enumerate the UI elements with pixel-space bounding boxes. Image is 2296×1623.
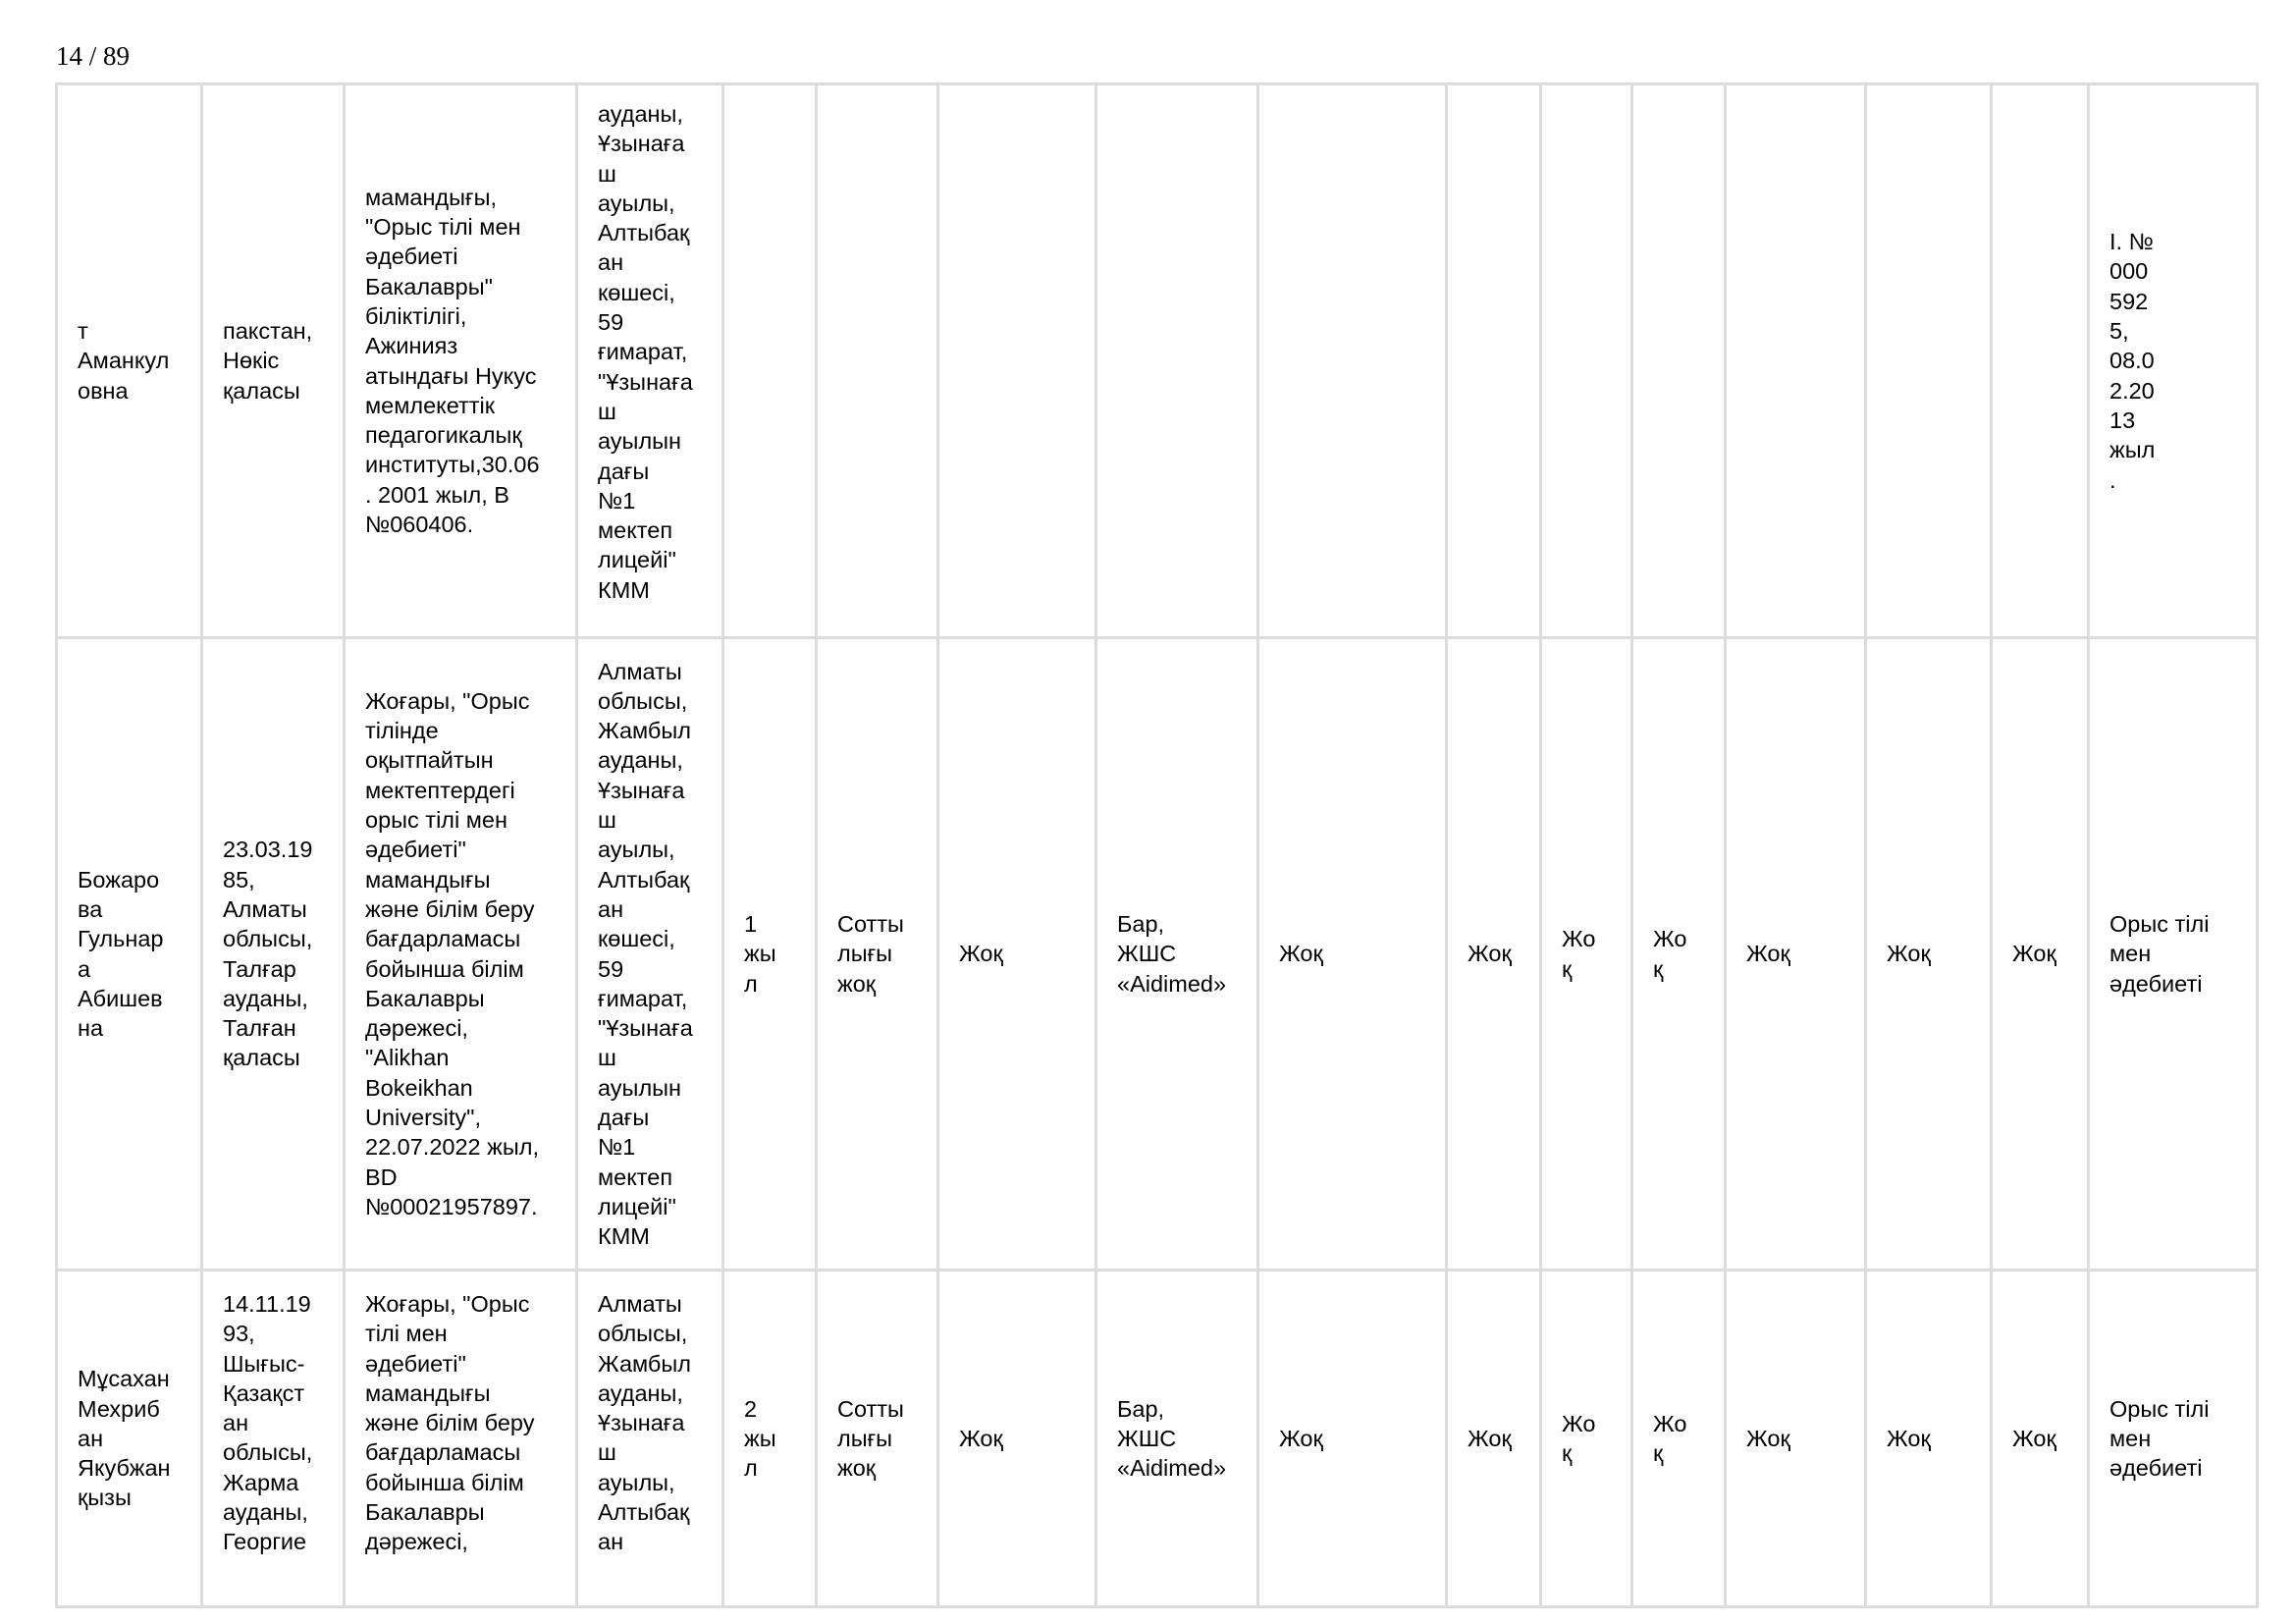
table-cell bbox=[724, 85, 818, 639]
table-row bbox=[58, 639, 2259, 1271]
table-cell: Жоқ bbox=[1993, 1271, 2090, 1608]
table-cell: Жоғары, "Орыс тілінде оқытпайтын мектептердегі орыс тілі мен әдебиеті" мамандығы және білім беру бағдарламасы бойынша білім Бакалавры дәрежесі, "Alikhan Bokeikhan University", 22.07.2022 жыл, BD №00021957897. bbox=[346, 639, 578, 1271]
table-cell: 14.11.19 93, Шығыс- Қазақст ан облысы, Жарма ауданы, Георгие bbox=[203, 1271, 346, 1608]
table-cell: Жоқ bbox=[939, 1271, 1097, 1608]
table-cell: Жоқ bbox=[1448, 639, 1542, 1271]
table-cell bbox=[1542, 85, 1633, 639]
table-cell: Жоқ bbox=[1993, 639, 2090, 1271]
table-cell: пакстан, Нөкіс қаласы bbox=[203, 85, 346, 639]
table-cell: 1 жы л bbox=[724, 639, 818, 1271]
table-cell: 2 жы л bbox=[724, 1271, 818, 1608]
table-cell: Мұсахан Мехриб ан Якубжан қызы bbox=[58, 1271, 203, 1608]
table-cell: Бар, ЖШС «Aidimed» bbox=[1097, 639, 1259, 1271]
table-cell bbox=[1448, 85, 1542, 639]
table-row bbox=[58, 1271, 2259, 1608]
table-cell: Жоқ bbox=[1727, 639, 1867, 1271]
table-cell bbox=[1993, 85, 2090, 639]
table-cell: мамандығы, "Орыс тілі мен әдебиеті Бакалавры" біліктілігі, Ажинияз атындағы Нукус мемлекеттік педагогикалық институты,30.06 . 2001 жыл, В №060406. bbox=[346, 85, 578, 639]
table-cell: Орыс тілі мен әдебиеті bbox=[2090, 639, 2259, 1271]
table-cell: Бар, ЖШС «Aidimed» bbox=[1097, 1271, 1259, 1608]
table-cell bbox=[1097, 85, 1259, 639]
table-cell: Орыс тілі мен әдебиеті bbox=[2090, 1271, 2259, 1608]
data-table bbox=[55, 82, 2259, 1608]
table-cell: Жоқ bbox=[1259, 639, 1448, 1271]
table-cell: ауданы, Ұзынаға ш ауылы, Алтыбақ ан көшесі, 59 ғимарат, "Ұзынаға ш ауылын дағы №1 мектеп лицейі" КММ bbox=[578, 85, 724, 639]
table-cell bbox=[818, 85, 939, 639]
table-row bbox=[58, 85, 2259, 639]
table-cell: 23.03.19 85, Алматы облысы, Талғар ауданы, Талған қаласы bbox=[203, 639, 346, 1271]
table-cell: Жоқ bbox=[1867, 1271, 1993, 1608]
table-cell bbox=[939, 85, 1097, 639]
table-cell: Жоқ bbox=[1727, 1271, 1867, 1608]
table-cell bbox=[1259, 85, 1448, 639]
table-cell: Жоқ bbox=[1259, 1271, 1448, 1608]
table-cell: Жоғары, "Орыс тілі мен әдебиеті" мамандығы және білім беру бағдарламасы бойынша білім Бакалавры дәрежесі, bbox=[346, 1271, 578, 1608]
table-cell: Жоқ bbox=[939, 639, 1097, 1271]
table-cell: Алматы облысы, Жамбыл ауданы, Ұзынаға ш ауылы, Алтыбақ ан bbox=[578, 1271, 724, 1608]
table-cell: Сотты лығы жоқ bbox=[818, 639, 939, 1271]
page-number: 14 / 89 bbox=[56, 41, 131, 71]
table-cell: Жо қ bbox=[1633, 1271, 1727, 1608]
table-cell: Жо қ bbox=[1633, 639, 1727, 1271]
table-cell: Сотты лығы жоқ bbox=[818, 1271, 939, 1608]
table-cell: Жоқ bbox=[1448, 1271, 1542, 1608]
table-cell bbox=[1867, 85, 1993, 639]
table-cell: Жо қ bbox=[1542, 639, 1633, 1271]
table-cell: Жоқ bbox=[1867, 639, 1993, 1271]
table-cell: т Аманкул овна bbox=[58, 85, 203, 639]
table-cell: Божаро ва Гульнар а Абишев на bbox=[58, 639, 203, 1271]
table-cell bbox=[1727, 85, 1867, 639]
table-cell bbox=[1633, 85, 1727, 639]
table-cell: Алматы облысы, Жамбыл ауданы, Ұзынаға ш ауылы, Алтыбақ ан көшесі, 59 ғимарат, "Ұзынаға ш ауылын дағы №1 мектеп лицейі" КММ bbox=[578, 639, 724, 1271]
table-cell: Жо қ bbox=[1542, 1271, 1633, 1608]
table-cell: I. № 000 592 5, 08.0 2.20 13 жыл . bbox=[2090, 85, 2259, 639]
